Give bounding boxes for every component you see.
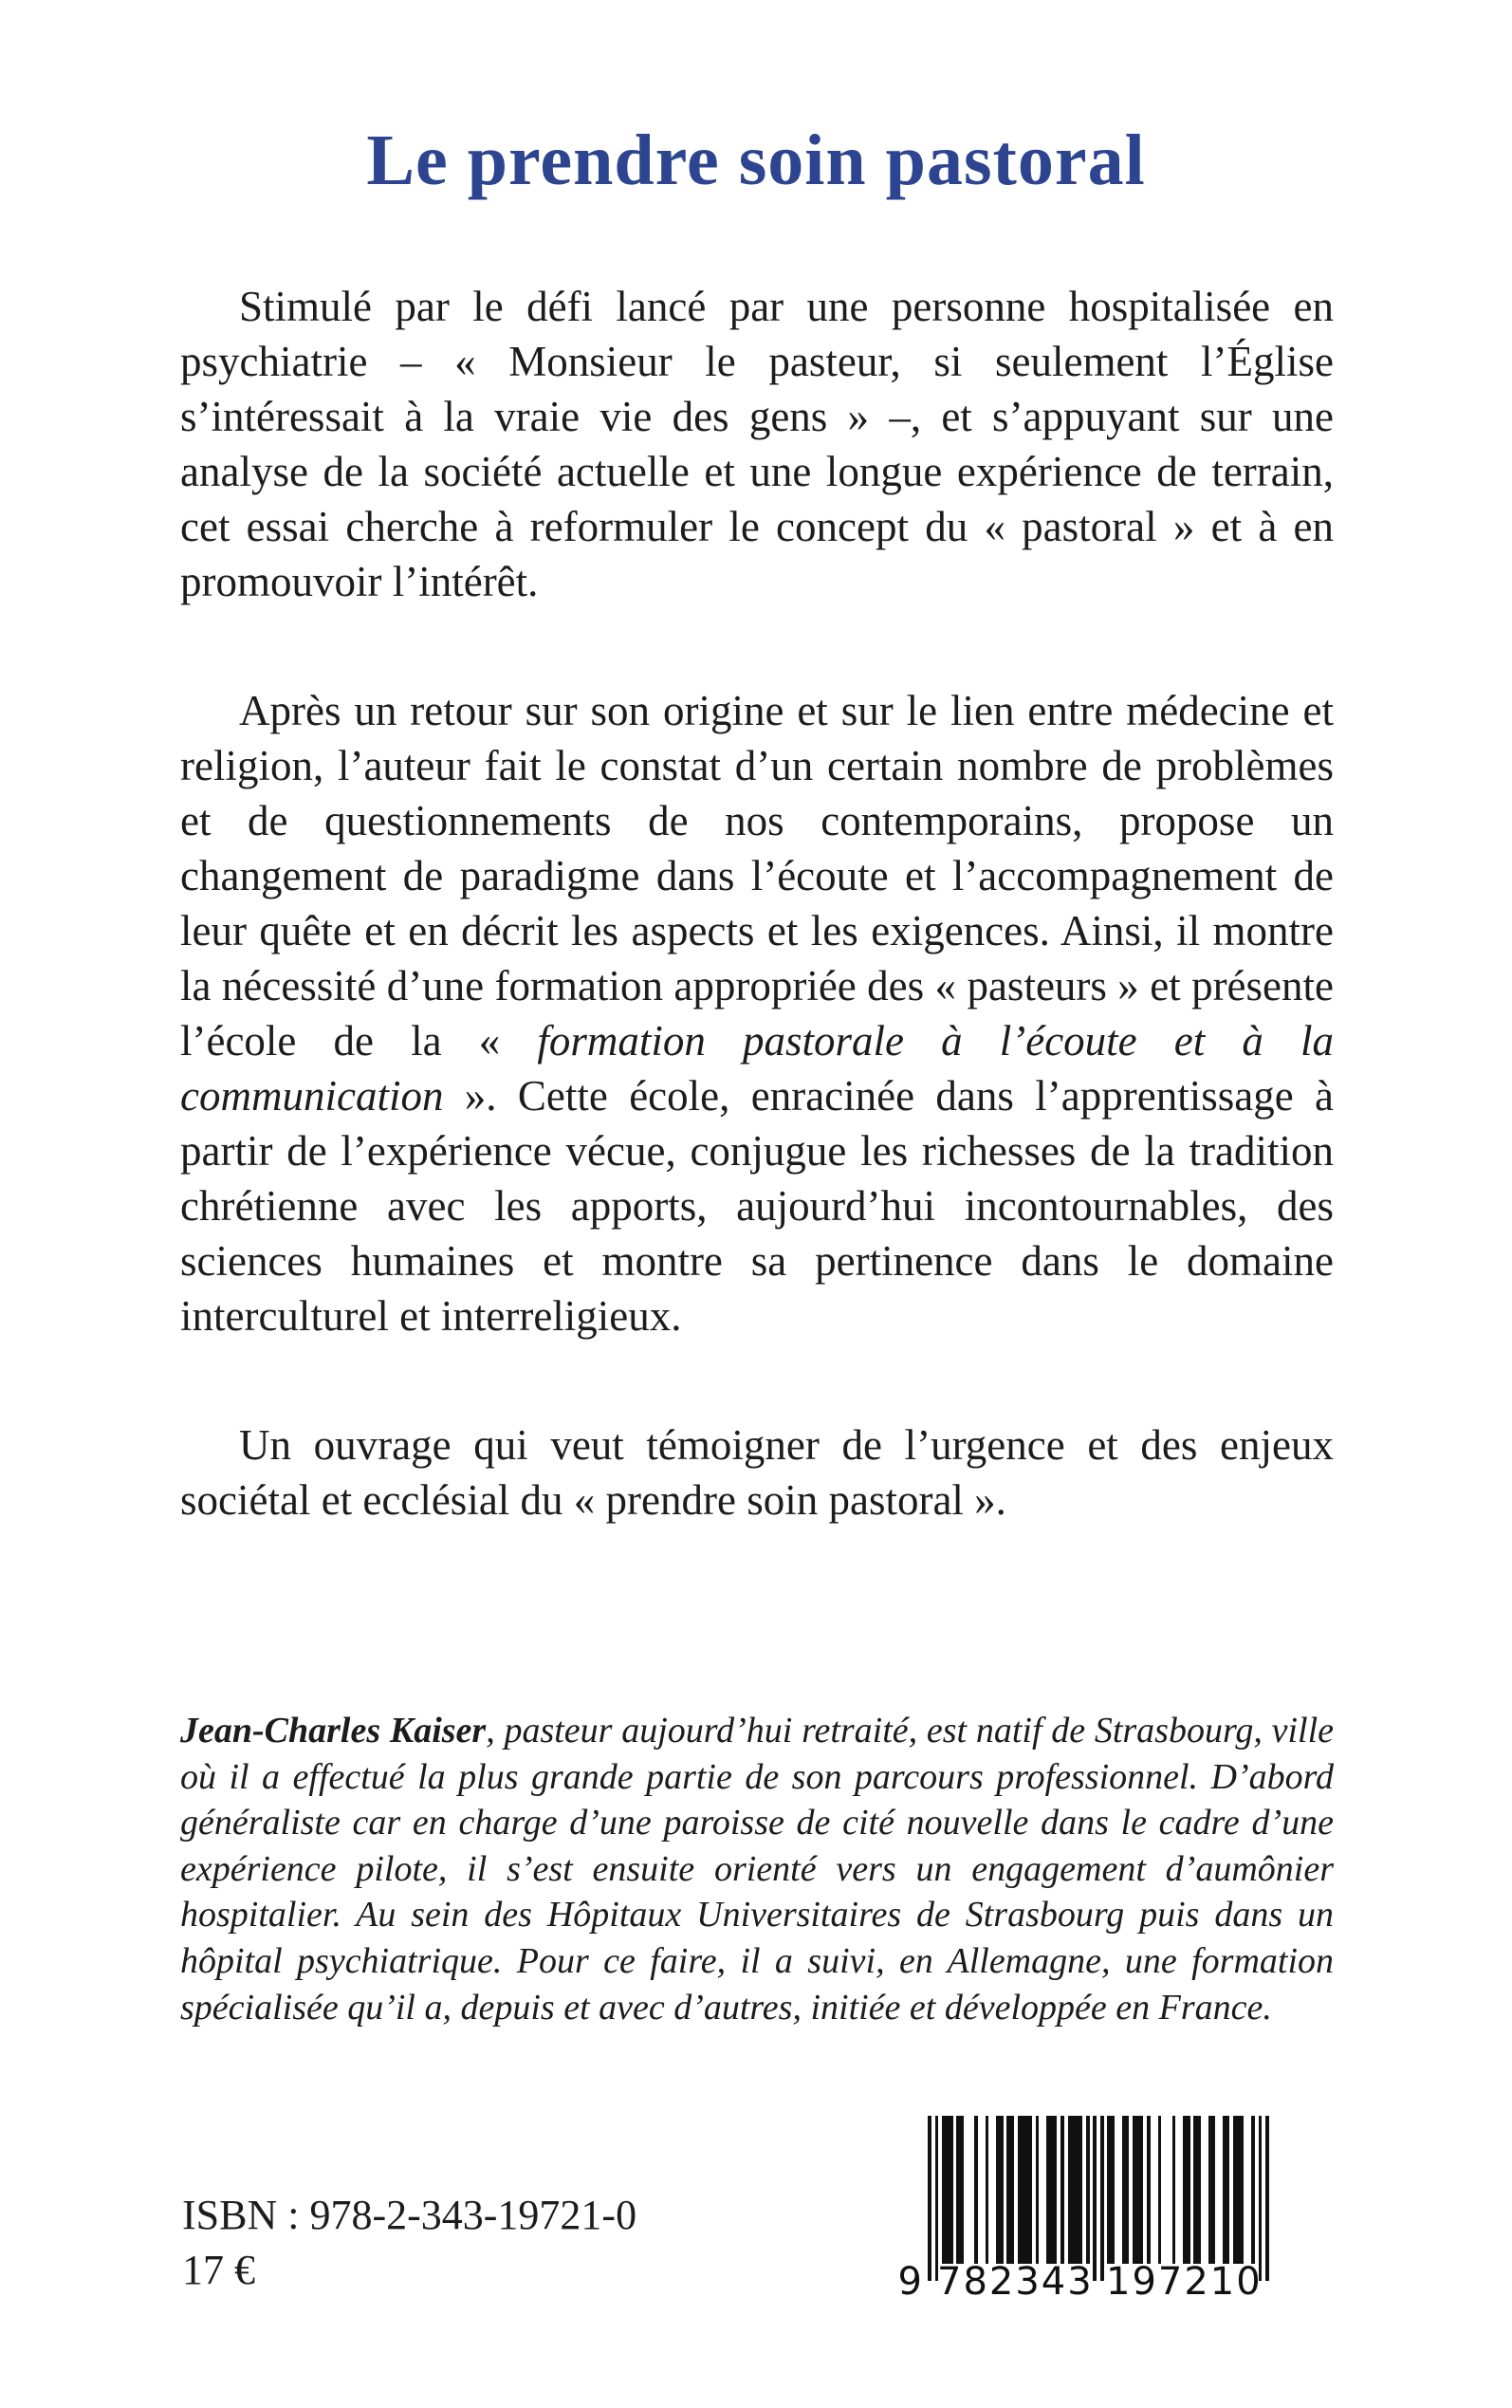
barcode-digit-group: 9 [897,2260,922,2304]
book-title: Le prendre soin pastoral [366,120,1146,200]
isbn-price-block [182,2188,636,2298]
blurb-paragraph: Stimulé par le défi lancé par une personne hospitalisée en psychiatrie – « Monsieur le pasteur, si seulement l’Église s’intéressait à la vraie vie des gens » –, et s’appuyant sur une analyse de la société actuelle et une longue expérience de terrain, cet essai cherche à reformuler le concept du « pastoral » et à en promouvoir l’intérêt. [180,283,1334,605]
blurb-paragraph: Après un retour sur son origine et sur le lien entre médecine et religion, l’auteur fait le constat d’un certain nombre de problèmes et de questionnements de nos contemporains, propose un changement de paradigme dans l’écoute et l’accompagnement de leur quête et en décrit les aspects et les exigences. Ainsi, il montre la nécessité d’une formation appropriée des « pasteurs » et présente l’école de la « formation pastorale à l’écoute et à la communication ». Cette école, enracinée dans l’apprentissage à partir de l’expérience vécue, conjugue les richesses de la tradition chrétienne avec les apports, aujourd’hui incontournables, des sciences humaines et montre sa pertinence dans le domaine interculturel et interreligieux. [180,687,1334,1340]
isbn-text: ISBN : 978-2-343-19721-0 [182,2192,637,2238]
barcode-digit-group: 782343 [937,2260,1094,2304]
blurb-paragraph: Un ouvrage qui veut témoigner de l’urgence et des enjeux sociétal et ecclésial du « prendre soin pastoral ». [180,1421,1334,1524]
price-text: 17 € [182,2247,255,2293]
barcode-digits [897,2116,1269,2306]
barcode-digit-group: 197210 [1106,2260,1263,2304]
back-cover-blurb [180,279,1334,1528]
ean13-barcode [897,2116,1269,2306]
author-bio: Jean-Charles Kaiser, pasteur aujourd’hui retraité, est natif de Strasbourg, ville où il a effectué la plus grande partie de son parcours professionnel. D’abord généraliste car en charge d’une paroisse de cité nouvelle dans le cadre d’une expérience pilote, il s’est ensuite orienté vers un engagement d’aumônier hospitalier. Au sein des Hôpitaux Universitaires de Strasbourg puis dans un hôpital psychiatrique. Pour ce faire, il a suivi, en Allemagne, une formation spécialisée qu’il a, depuis et avec d’autres, initiée et développée en France. [180,1711,1334,2028]
